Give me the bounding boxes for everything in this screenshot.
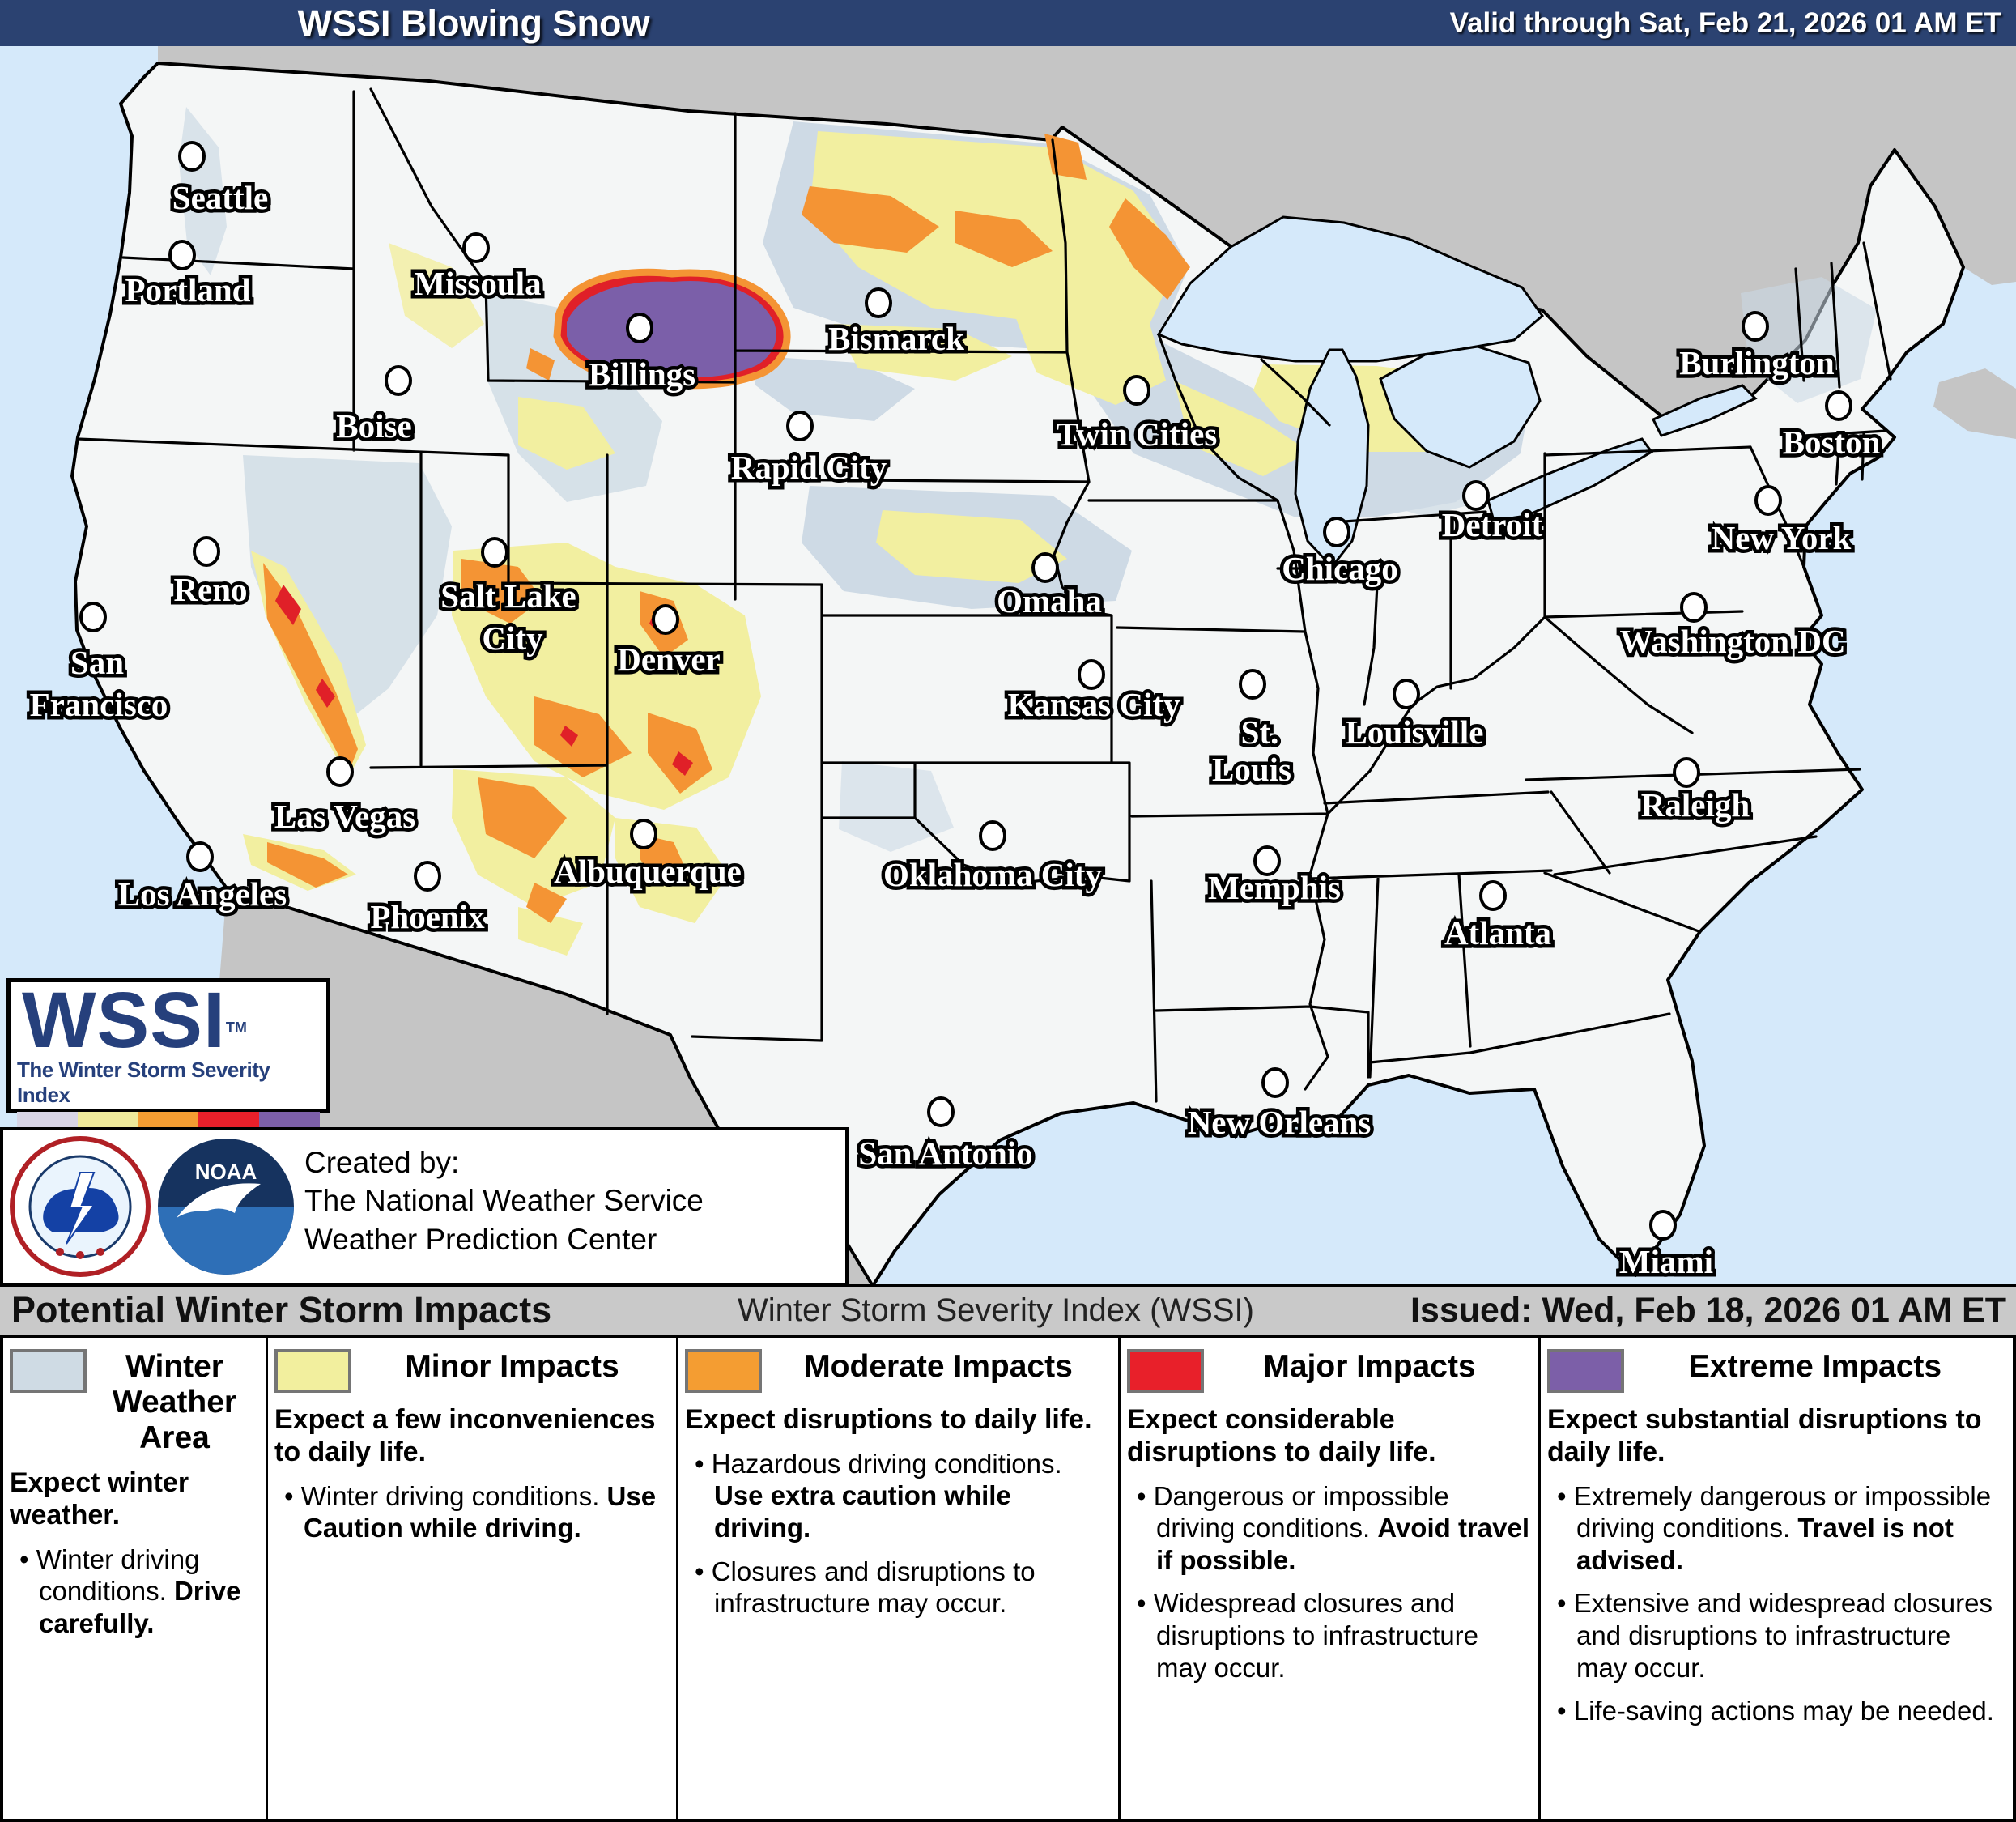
city-label: Portland — [125, 271, 251, 309]
legend-column-winter-weather-area — [3, 1338, 268, 1819]
city-label: Kansas City — [1007, 686, 1180, 723]
city-label: Las Vegas — [274, 798, 416, 835]
city-label: Atlanta — [1444, 914, 1552, 951]
city-marker — [1240, 670, 1265, 698]
legend-column-extreme-impacts — [1541, 1338, 2010, 1819]
city-label: New York — [1711, 519, 1852, 556]
city-label: Chicago — [1282, 550, 1398, 587]
legend-bullet: • Hazardous driving conditions. Use extra caution while driving. — [695, 1448, 1062, 1543]
city-marker — [1827, 392, 1851, 419]
legend-bullet: • Winter driving conditions. Drive carefully. — [19, 1543, 241, 1638]
city-marker — [483, 539, 507, 566]
city-label: Oklahoma City — [883, 856, 1102, 893]
noaa-logo-icon — [158, 1139, 294, 1275]
city-marker — [188, 843, 212, 871]
city-label: Memphis — [1208, 869, 1341, 906]
legend-swatch-major-impacts — [1127, 1349, 1204, 1393]
legend-intro: Expect considerable disruptions to daily life. — [1127, 1404, 1436, 1467]
city-marker — [1651, 1211, 1675, 1239]
nws-logo-icon — [12, 1139, 148, 1275]
legend-swatch-extreme-impacts — [1547, 1349, 1624, 1393]
city-marker — [980, 822, 1005, 849]
legend-column-minor-impacts — [268, 1338, 678, 1819]
city-marker — [1079, 661, 1104, 688]
trademark-symbol: TM — [225, 1020, 247, 1036]
city-label: San Antonio — [858, 1134, 1033, 1172]
city-label: Francisco — [29, 686, 168, 723]
legend-swatch-minor-impacts — [274, 1349, 351, 1393]
city-marker — [866, 289, 891, 317]
city-label: Reno — [173, 571, 248, 608]
city-marker — [627, 314, 652, 342]
city-marker — [653, 606, 678, 633]
city-marker — [194, 538, 219, 565]
city-label: Salt Lake — [440, 577, 576, 615]
city-marker — [415, 862, 440, 890]
credit-line1: Created by: — [304, 1146, 460, 1179]
legend-bullet: • Extensive and widespread closures and disruptions to infrastructure may occur. — [1557, 1588, 1993, 1683]
city-marker — [1743, 313, 1767, 340]
legend-column-moderate-impacts — [678, 1338, 1121, 1819]
city-marker — [788, 412, 812, 440]
impacts-title: Potential Winter Storm Impacts — [11, 1289, 552, 1330]
city-label: Boise — [336, 407, 412, 445]
page-title: WSSI Blowing Snow — [297, 2, 650, 44]
city-marker — [170, 241, 194, 269]
legend-title: Winter Weather Area — [112, 1349, 237, 1456]
city-label: Raleigh — [1640, 786, 1750, 824]
legend-title: Moderate Impacts — [804, 1349, 1073, 1384]
city-marker — [464, 234, 488, 262]
legend-intro: Expect a few inconveniences to daily life. — [274, 1404, 656, 1467]
city-marker — [180, 143, 204, 170]
city-label: Twin Cities — [1056, 415, 1218, 453]
credit-line2: The National Weather Service — [304, 1184, 704, 1218]
city-label: Louisville — [1345, 713, 1484, 751]
legend-bullet: • Widespread closures and disruptions to infrastructure may occur. — [1137, 1588, 1479, 1683]
city-marker — [632, 820, 656, 848]
city-label: Detroit — [1441, 506, 1543, 543]
city-label: Bismarck — [828, 320, 964, 357]
wssi-index-label: Winter Storm Severity Index (WSSI) — [738, 1292, 1254, 1328]
city-label: Phoenix — [370, 898, 485, 935]
issued-label: Issued: Wed, Feb 18, 2026 01 AM ET — [1410, 1291, 2006, 1330]
city-label: Washington DC — [1619, 623, 1846, 660]
city-label: San — [70, 644, 125, 681]
wssi-logo-box — [6, 978, 330, 1113]
valid-through-label: Valid through Sat, Feb 21, 2026 01 AM ET — [1449, 7, 2001, 39]
city-marker — [1682, 594, 1706, 621]
city-label: Boston — [1782, 424, 1881, 461]
city-marker — [1325, 518, 1349, 546]
legend-title: Minor Impacts — [405, 1349, 619, 1384]
legend-bullet: • Extremely dangerous or impossible driving conditions. Travel is not advised. — [1557, 1480, 1992, 1575]
city-label: Albuquerque — [554, 853, 742, 890]
legend-bullet: • Life-saving actions may be needed. — [1557, 1696, 1994, 1726]
city-label: Miami — [1618, 1243, 1714, 1280]
city-marker — [1125, 377, 1149, 404]
legend-intro: Expect disruptions to daily life. — [685, 1404, 1092, 1435]
city-label: Rapid City — [730, 449, 887, 486]
city-marker — [929, 1098, 953, 1126]
city-marker — [386, 367, 410, 394]
city-marker — [1481, 882, 1505, 909]
legend-swatch-winter-weather-area — [10, 1349, 87, 1393]
city-marker — [1263, 1069, 1287, 1096]
legend-title: Extreme Impacts — [1688, 1349, 1942, 1384]
city-label: City — [482, 619, 543, 657]
city-label: St. — [1240, 713, 1279, 751]
city-label: Missoula — [414, 265, 542, 302]
city-marker — [1033, 554, 1057, 581]
city-marker — [1756, 487, 1780, 514]
city-label: Los Angeles — [117, 875, 287, 913]
legend-intro: Expect winter weather. — [10, 1467, 189, 1530]
impact-legend — [0, 1338, 2016, 1822]
legend-bullet: • Closures and disruptions to infrastructure may occur. — [695, 1556, 1036, 1619]
legend-column-major-impacts — [1121, 1338, 1541, 1819]
impacts-title-bar — [0, 1284, 2016, 1338]
city-marker — [81, 603, 105, 631]
agency-logos — [3, 1130, 303, 1283]
city-marker — [1674, 759, 1699, 786]
svg-text:NOAA: NOAA — [194, 1160, 257, 1184]
legend-bullet: • Winter driving conditions. Use Caution while driving. — [284, 1480, 657, 1543]
wssi-logo-text: WSSI™ — [22, 976, 247, 1064]
header-bar — [0, 0, 2016, 48]
legend-title: Major Impacts — [1263, 1349, 1476, 1384]
city-label: Denver — [617, 641, 721, 678]
credit-line3: Weather Prediction Center — [304, 1222, 657, 1256]
credit-text — [304, 1143, 704, 1258]
city-label: Billings — [588, 355, 696, 393]
legend-intro: Expect substantial disruptions to daily life. — [1547, 1404, 1982, 1467]
legend-bullet: • Dangerous or impossible driving conditions. Avoid travel if possible. — [1137, 1480, 1529, 1575]
city-label: Burlington — [1679, 344, 1835, 381]
city-label: Louis — [1212, 751, 1291, 788]
wssi-logo-tagline: The Winter Storm Severity Index — [17, 1058, 270, 1108]
city-marker — [328, 758, 352, 785]
city-marker — [1464, 482, 1488, 509]
city-label: Seattle — [172, 179, 269, 216]
credit-box — [0, 1127, 849, 1286]
legend-swatch-moderate-impacts — [685, 1349, 762, 1393]
city-label: Omaha — [997, 582, 1102, 619]
city-label: New Orleans — [1187, 1104, 1372, 1141]
city-marker — [1394, 680, 1418, 708]
